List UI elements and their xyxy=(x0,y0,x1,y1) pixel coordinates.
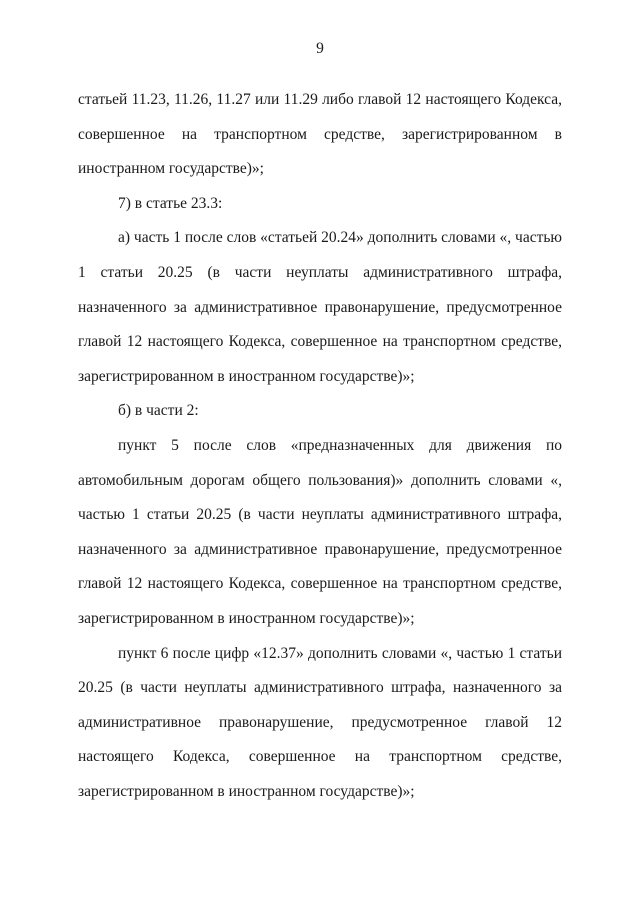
page-number: 9 xyxy=(316,40,324,57)
paragraph-continuation: статьей 11.23, 11.26, 11.27 или 11.29 либо главой 12 настоящего Кодекса, совершенное на транспортном средстве, зарегистрированном в иностранном государстве)»; xyxy=(78,91,562,178)
document-body xyxy=(78,83,562,809)
paragraph-subitem-a: а) часть 1 после слов «статьей 20.24» дополнить словами «, частью 1 статьи 20.25 (в части неуплаты административного штрафа, назначенного за административное правонарушение, предусмотренное главой 12 настоящего Кодекса, совершенное на транспортном средстве, зарегистрированном в иностранном государстве)»; xyxy=(78,229,562,385)
paragraph-point-6: пункт 6 после цифр «12.37» дополнить словами «, частью 1 статьи 20.25 (в части неуплаты административного штрафа, назначенного за административное правонарушение, предусмотренное главой 12 настоящего Кодекса, совершенное на транспортном средстве, зарегистрированном в иностранном государстве)»; xyxy=(78,644,562,800)
paragraph-subitem-b: б) в части 2: xyxy=(118,402,199,420)
paragraph-item-7: 7) в статье 23.3: xyxy=(118,194,223,212)
paragraph-point-5: пункт 5 после слов «предназначенных для движения по автомобильным дорогам общего пользования)» дополнить словами «, частью 1 статьи 20.25 (в части неуплаты административного штрафа, назначенного за административное правонарушение, предусмотренное главой 12 настоящего Кодекса, совершенное на транспортном средстве, зарегистрированном в иностранном государстве)»; xyxy=(78,436,562,627)
